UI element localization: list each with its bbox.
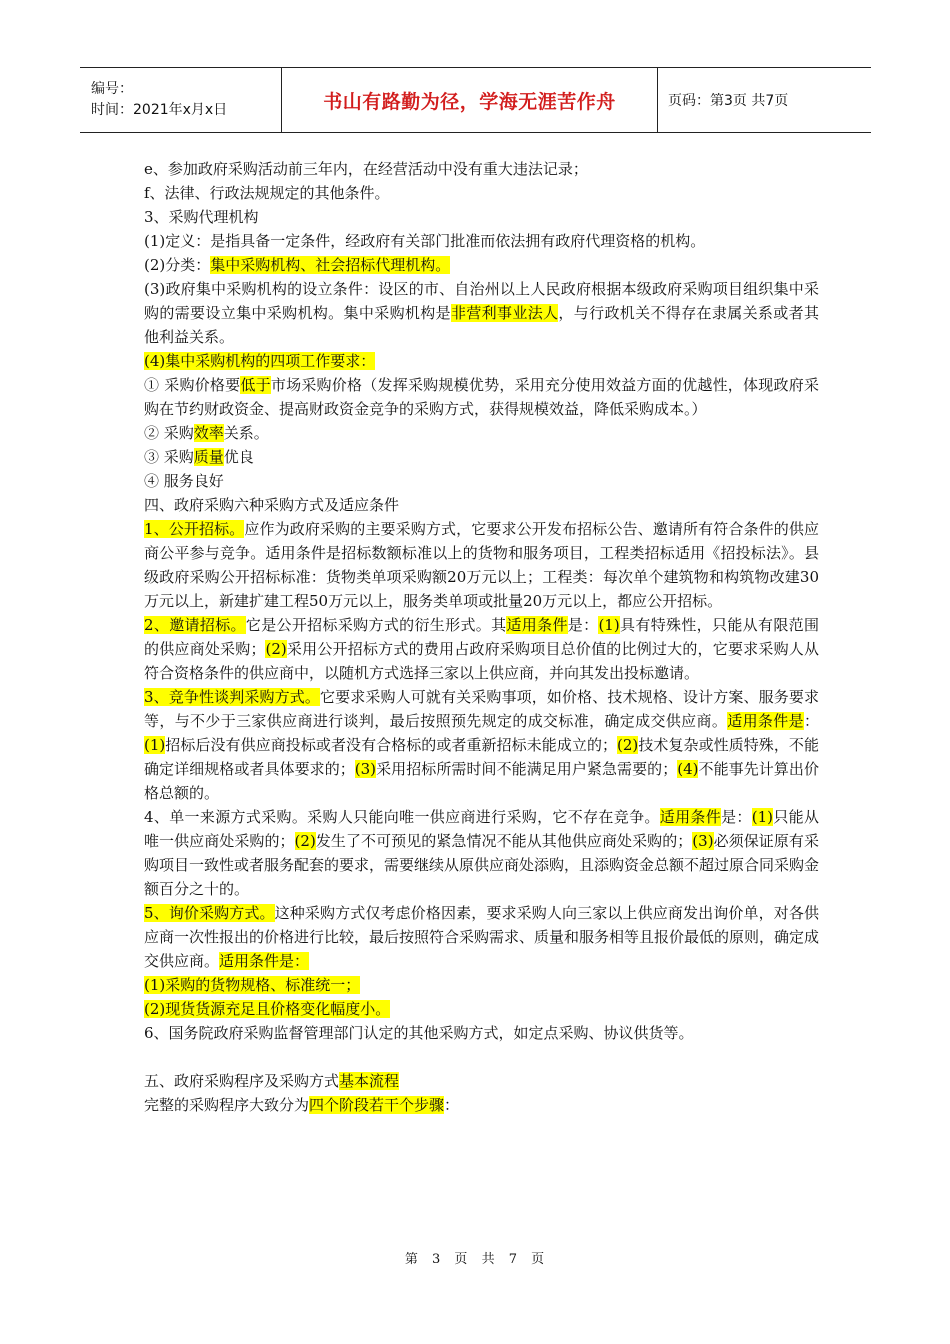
document-body [144,157,819,1117]
highlighted-text: 集中采购机构、社会招标代理机构。 [210,256,451,274]
text-run: 3、采购代理机构 [144,208,259,226]
highlighted-text: 2、邀请招标。 [144,616,246,634]
text-run: ① 采购价格要 [144,376,241,394]
document-time-label: 时间：2021年x月x日 [91,102,228,118]
footer-part: 页 [531,1252,546,1267]
highlighted-text: 适用条件是： [219,952,310,970]
paragraph [144,685,819,805]
paragraph [144,1093,819,1117]
header-meta [80,68,282,132]
highlighted-text: 适用条件 [659,808,722,826]
text-run: 招标后没有供应商投标或者没有合格标的或者重新招标未能成立的； [165,736,618,754]
highlighted-text: 1、公开招标。 [144,520,245,538]
paragraph-spacer [144,1045,819,1069]
text-run: ② 采购 [144,424,194,442]
highlighted-text: 效率 [193,424,224,442]
page-info-text: 页码：第3页 共7页 [668,93,789,109]
paragraph [144,421,819,445]
paragraph [144,997,819,1021]
highlighted-text: 基本流程 [339,1072,400,1090]
paragraph [144,373,819,421]
paragraph [144,1069,819,1093]
text-run: 4、单一来源方式采购。采购人只能向唯一供应商进行采购，它不存在竞争。 [144,808,660,826]
text-run: 四、政府采购六种采购方式及适应条件 [144,496,400,514]
text-run: 关系。 [223,424,269,442]
text-run: 优良 [223,448,254,466]
text-run: 是： [721,808,752,826]
text-run: 五、政府采购程序及采购方式 [144,1072,340,1090]
paragraph [144,445,819,469]
highlighted-text: (1) [751,808,773,826]
text-run: 这种采购方式仅考虑价格因素，要求采购人向三家以上供应商发出询价单，对各供应商一次性报出的价格进行比较，最后按照符合采购需求、质量和服务相等且报价最低的原则，确定成交供应商。 [144,904,820,970]
highlighted-text: (2) [617,736,639,754]
highlighted-text: (1) [144,736,166,754]
paragraph [144,349,819,373]
paragraph [144,253,819,277]
footer-total-pages: 7 [508,1252,518,1267]
highlighted-text: 质量 [193,448,224,466]
paragraph [144,469,819,493]
footer-part: 共 [481,1252,496,1267]
paragraph [144,157,819,181]
highlighted-text: (3) [354,760,377,778]
text-run: (1)定义：是指具备一定条件，经政府有关部门批准而依法拥有政府代理资格的机构。 [144,232,706,250]
highlighted-text: (2) [265,640,287,658]
paragraph [144,229,819,253]
paragraph [144,613,819,685]
document-header [80,67,871,133]
highlighted-text: (2) [294,832,316,850]
text-run: ，与行政机关不得存在隶属关系或者其他利益关系。 [144,304,819,346]
motto-text: 书山有路勤为径，学海无涯苦作舟 [323,90,616,113]
header-page-info [658,68,871,132]
text-run: 发生了不可预见的紧急情况不能从其他供应商处采购的； [315,832,693,850]
highlighted-text: (3) [692,832,714,850]
footer-current-page: 3 [431,1252,442,1267]
text-run: 具有特殊性，只能从有限范围的供应商处采购； [144,616,819,658]
highlighted-text: (4)集中采购机构的四项工作要求： [144,352,376,370]
text-run: 它是公开招标采购方式的衍生形式。其 [245,616,507,634]
text-run: 只能从唯一供应商处采购的； [144,808,819,850]
document-number-label: 编号： [91,81,133,97]
highlighted-text: 非营利事业法人 [450,304,559,322]
paragraph [144,205,819,229]
paragraph [144,1021,819,1045]
text-run: ： [444,1096,460,1114]
text-run: 必须保证原有采购项目一致性或者服务配套的要求，需要继续从原供应商处添购，且添购资金总额不超过原合同采购金额百分之十的。 [144,832,820,898]
paragraph [144,181,819,205]
text-run: 采用招标所需时间不能满足用户紧急需要的； [376,760,678,778]
page-footer [0,1248,950,1267]
text-run: (2)分类： [144,256,211,274]
footer-part: 页 [454,1252,469,1267]
header-motto [282,68,658,132]
text-run: f、法律、行政法规规定的其他条件。 [144,184,390,202]
highlighted-text: 适用条件是 [727,712,804,730]
paragraph [144,277,819,349]
paragraph [144,517,819,613]
highlighted-text: 适用条件 [506,616,568,634]
highlighted-text: 四个阶段若干个步骤 [309,1096,445,1114]
text-run: 它要求采购人可就有关采购事项，如价格、技术规格、设计方案、服务要求等，与不少于三家供应商进行谈判，最后按照预先规定的成交标准，确定成交供应商。 [144,688,819,730]
highlighted-text: (1) [598,616,620,634]
paragraph [144,493,819,517]
text-run: 技术复杂或性质特殊，不能确定详细规格或者具体要求的； [144,736,819,778]
paragraph [144,805,819,901]
highlighted-text: (2)现货货源充足且价格变化幅度小。 [144,1000,391,1018]
text-run: (3)政府集中采购机构的设立条件：设区的市、自治州以上人民政府根据本级政府采购项目组织集中采购的需要设立集中采购机构。集中采购机构是 [144,280,819,322]
highlighted-text: (4) [677,760,699,778]
highlighted-text: 3、竞争性谈判采购方式。 [144,688,321,706]
text-run: ： [803,712,819,730]
text-run: 不能事先计算出价格总额的。 [144,760,819,802]
text-run: 采用公开招标方式的费用占政府采购项目总价值的比例过大的，它要求采购人从符合资格条件的供应商中，以随机方式选择三家以上供应商，并向其发出投标邀请。 [144,640,819,682]
text-run: ④ 服务良好 [144,472,224,490]
highlighted-text: (1)采购的货物规格、标准统一； [144,976,361,994]
paragraph [144,973,819,997]
text-run: 是： [567,616,599,634]
text-run: 完整的采购程序大致分为 [144,1096,310,1114]
footer-part: 第 [404,1252,419,1267]
text-run: ③ 采购 [144,448,194,466]
text-run: 市场采购价格（发挥采购规模优势，采用充分使用效益方面的优越性，体现政府采购在节约财政资金、提高财政资金竞争的采购方式，获得规模效益，降低采购成本。） [144,376,819,418]
highlighted-text: 低于 [240,376,271,394]
text-run: 应作为政府采购的主要采购方式，它要求公开发布招标公告、邀请所有符合条件的供应商公平参与竞争。适用条件是招标数额标准以上的货物和服务项目，工程类招标适用《招投标法》。县级政府采购公开招标标准：货物类单项采购额20万元以上；工程类：每次单个建筑物和构筑物改建30万元以上，新建扩建工程50万元以上，服务类单项或批量20万元以上，都应公开招标。 [144,520,819,610]
text-run: e、参加政府采购活动前三年内，在经营活动中没有重大违法记录； [144,160,588,178]
paragraph [144,901,819,973]
highlighted-text: 5、询价采购方式。 [144,904,275,922]
text-run: 6、国务院政府采购监督管理部门认定的其他采购方式，如定点采购、协议供货等。 [144,1024,694,1042]
